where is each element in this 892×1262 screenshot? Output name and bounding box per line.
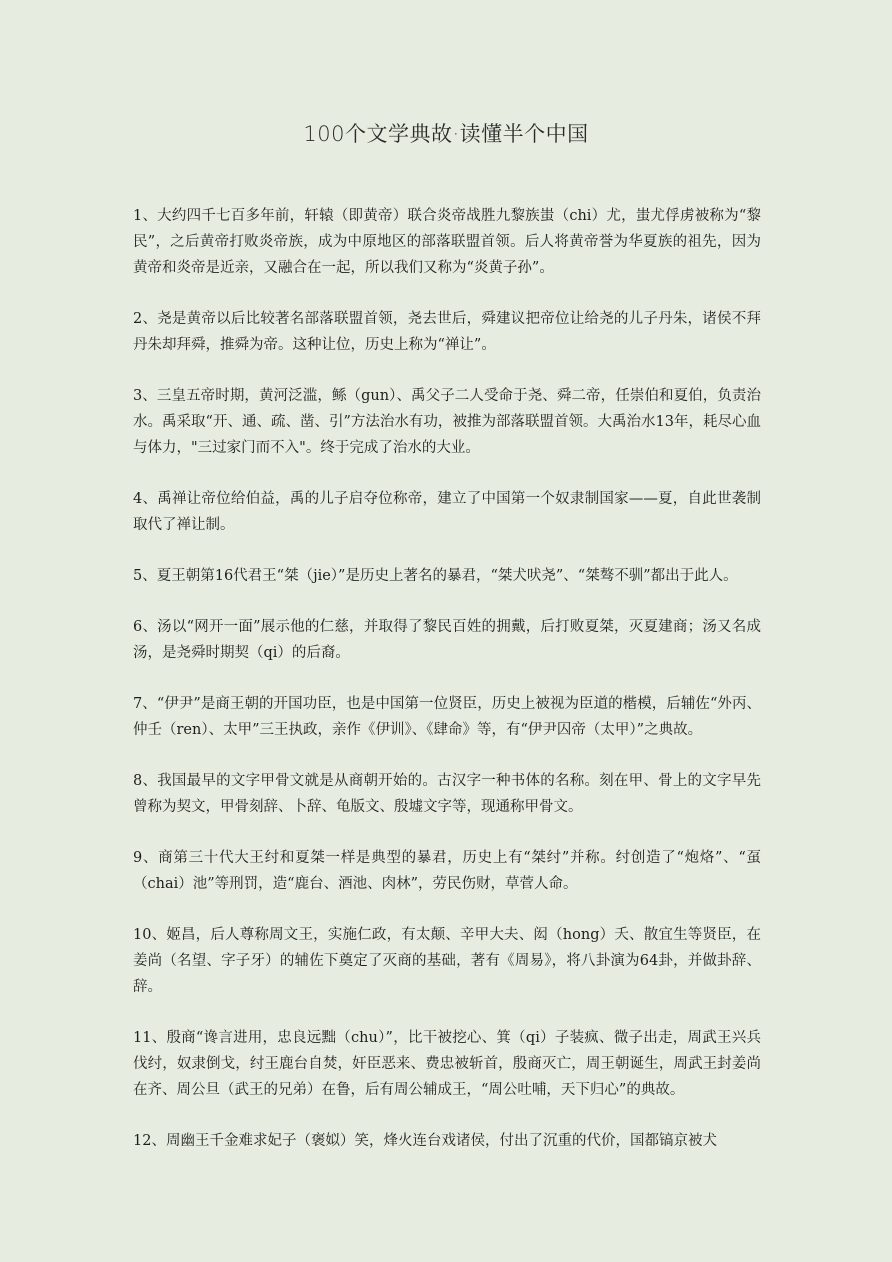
paragraph-8: 8、我国最早的文字甲骨文就是从商朝开始的。古汉字一种书体的名称。刻在甲、骨上的文字早先曾称为契文，甲骨刻辞、卜辞、龟版文、殷墟文字等，现通称甲骨文。: [133, 773, 761, 815]
paragraph-10: 10、姬昌，后人尊称周文王，实施仁政，有太颠、辛甲大夫、闳（hong）夭、散宜生等贤臣，在姜尚（名望、字子牙）的辅佐下奠定了灭商的基础，著有《周易》，将八卦演为64卦，并做卦辞、辞。: [133, 927, 761, 995]
paragraph-6: 6、汤以“网开一面”展示他的仁慈，并取得了黎民百姓的拥戴，后打败夏桀，灭夏建商；汤又名成汤，是尧舜时期契（qi）的后裔。: [133, 619, 761, 661]
paragraph-12: 12、周幽王千金难求妃子（褒姒）笑，烽火连台戏诸侯，付出了沉重的代价，国都镐京被犬: [133, 1133, 717, 1149]
paragraph-11: 11、殷商“谗言进用，忠良远黜（chu）”，比干被挖心、箕（qi）子装疯、微子出走，周武王兴兵伐纣，奴隶倒戈，纣王鹿台自焚，奸臣恶来、费忠被斩首，殷商灭亡，周王朝诞生，周武王封姜尚在齐、周公旦（武王的兄弟）在鲁，后有周公辅成王，“周公吐哺，天下归心”的典故。: [133, 1030, 761, 1098]
document-title: 100个文学典故·读懂半个中国: [303, 122, 589, 146]
paragraph-3: 3、三皇五帝时期，黄河泛滥，鲧（gun）、禹父子二人受命于尧、舜二帝，任崇伯和夏伯，负责治水。禹采取“开、通、疏、凿、引”方法治水有功，被推为部落联盟首领。大禹治水13年，耗尽心血与体力，"三过家门而不入"。终于完成了治水的大业。: [133, 388, 761, 456]
paragraph-2: 2、尧是黄帝以后比较著名部落联盟首领，尧去世后，舜建议把帝位让给尧的儿子丹朱，诸侯不拜丹朱却拜舜，推舜为帝。这种让位，历史上称为“禅让”。: [133, 311, 761, 353]
paragraph-7: 7、“伊尹”是商王朝的开国功臣，也是中国第一位贤臣，历史上被视为臣道的楷模，后辅佐“外丙、仲壬（ren）、太甲”三王执政，亲作《伊训》、《肆命》等，有“伊尹囚帝（太甲）”之典故。: [133, 696, 761, 738]
document-body: [133, 203, 761, 1179]
paragraph-5: 5、夏王朝第16代君王“桀（jie）”是历史上著名的暴君，“桀犬吠尧”、“桀骜不驯”都出于此人。: [133, 568, 738, 584]
paragraph-9: 9、商第三十代大王纣和夏桀一样是典型的暴君，历史上有“桀纣”并称。纣创造了“炮烙”、“虿（chai）池”等刑罚，造“鹿台、酒池、肉林”，劳民伤财，草菅人命。: [133, 850, 761, 892]
paragraph-1: 1、大约四千七百多年前，轩辕（即黄帝）联合炎帝战胜九黎族蚩（chi）尤，蚩尤俘虏被称为“黎民”，之后黄帝打败炎帝族，成为中原地区的部落联盟首领。后人将黄帝誉为华夏族的祖先，因为黄帝和炎帝是近亲，又融合在一起，所以我们又称为“炎黄子孙”。: [133, 208, 761, 276]
paragraph-4: 4、禹禅让帝位给伯益，禹的儿子启夺位称帝，建立了中国第一个奴隶制国家——夏，自此世袭制取代了禅让制。: [133, 491, 761, 533]
